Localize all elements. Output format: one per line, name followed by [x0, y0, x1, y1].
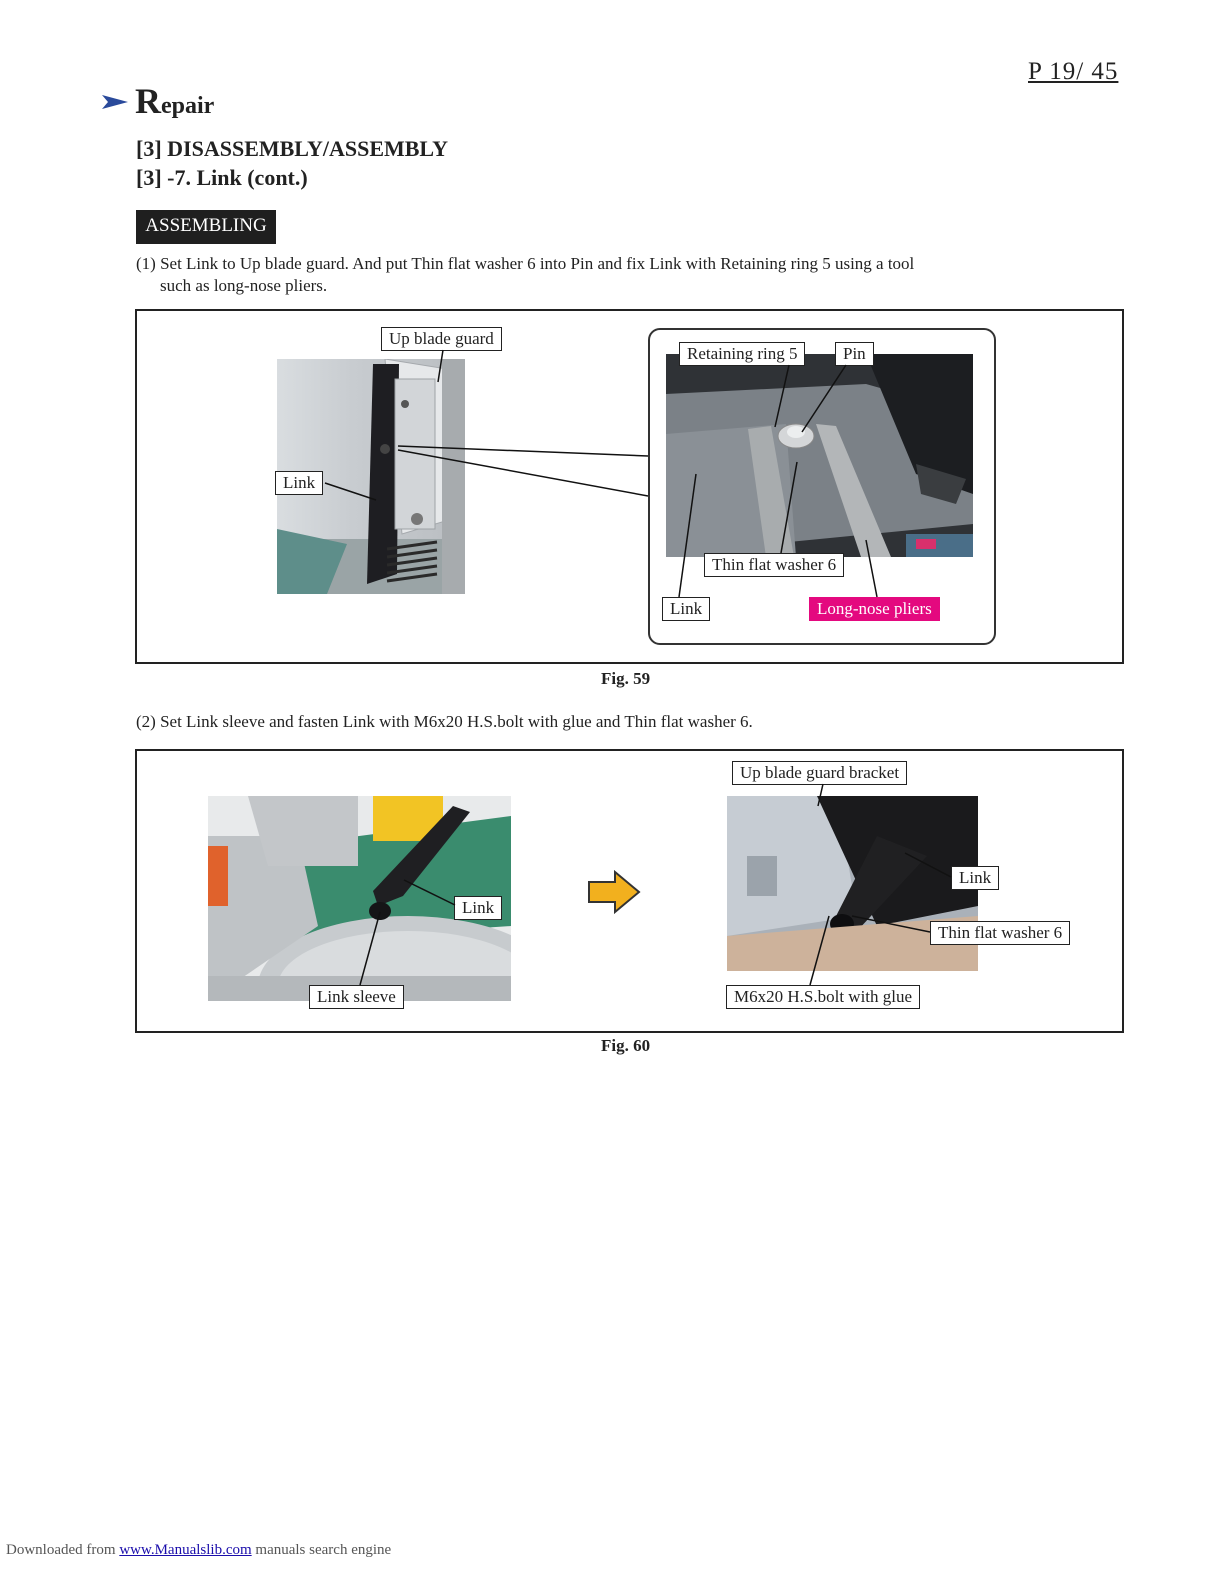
footer-link[interactable]: www.Manualslib.com — [119, 1542, 252, 1558]
fig59-label-up-blade-guard: Up blade guard — [381, 327, 502, 351]
fig60-label-thin-flat-washer: Thin flat washer 6 — [930, 921, 1070, 945]
footer — [6, 1542, 391, 1559]
fig59-zoom-drawing — [666, 354, 973, 557]
fig60-label-link-left: Link — [454, 896, 502, 920]
footer-suffix: manuals search engine — [251, 1542, 392, 1558]
fig59-label-link-left: Link — [275, 471, 323, 495]
repair-title-initial: R — [135, 81, 161, 121]
fig60-caption: Fig. 60 — [601, 1036, 651, 1055]
step-2-text: (2) Set Link sleeve and fasten Link with M6x20 H.S.bolt with glue and Thin flat washer 6. — [136, 712, 753, 731]
fig59-label-thin-flat-washer: Thin flat washer 6 — [704, 553, 844, 577]
fig59-label-pin: Pin — [835, 342, 874, 366]
fig59-label-link-right: Link — [662, 597, 710, 621]
right-arrow-icon — [587, 870, 641, 914]
fig59-caption: Fig. 59 — [601, 669, 651, 688]
fig59-photo-zoom — [666, 354, 973, 557]
subsection-heading: [3] -7. Link (cont.) — [136, 165, 308, 190]
page-number: P 19/ 45 — [1028, 58, 1119, 85]
repair-title-rest: epair — [161, 93, 215, 119]
footer-prefix: Downloaded from — [6, 1542, 120, 1558]
fig59-label-long-nose-pliers: Long-nose pliers — [809, 597, 940, 621]
section-heading: [3] DISASSEMBLY/ASSEMBLY — [136, 136, 448, 161]
fig60-label-link-right: Link — [951, 866, 999, 890]
fig59-label-retaining-ring: Retaining ring 5 — [679, 342, 805, 366]
fig60-label-bolt: M6x20 H.S.bolt with glue — [726, 985, 920, 1009]
repair-title — [135, 80, 214, 122]
step-1-text: (1) Set Link to Up blade guard. And put Thin flat washer 6 into Pin and fix Link with Retaining ring 5 using a tool — [136, 254, 915, 273]
repair-arrow-icon — [102, 95, 128, 109]
assembling-badge: ASSEMBLING — [136, 210, 276, 244]
fig60-label-up-blade-guard-bracket: Up blade guard bracket — [732, 761, 907, 785]
step-1-text-cont: such as long-nose pliers. — [160, 276, 328, 295]
fig60-label-link-sleeve: Link sleeve — [309, 985, 404, 1009]
